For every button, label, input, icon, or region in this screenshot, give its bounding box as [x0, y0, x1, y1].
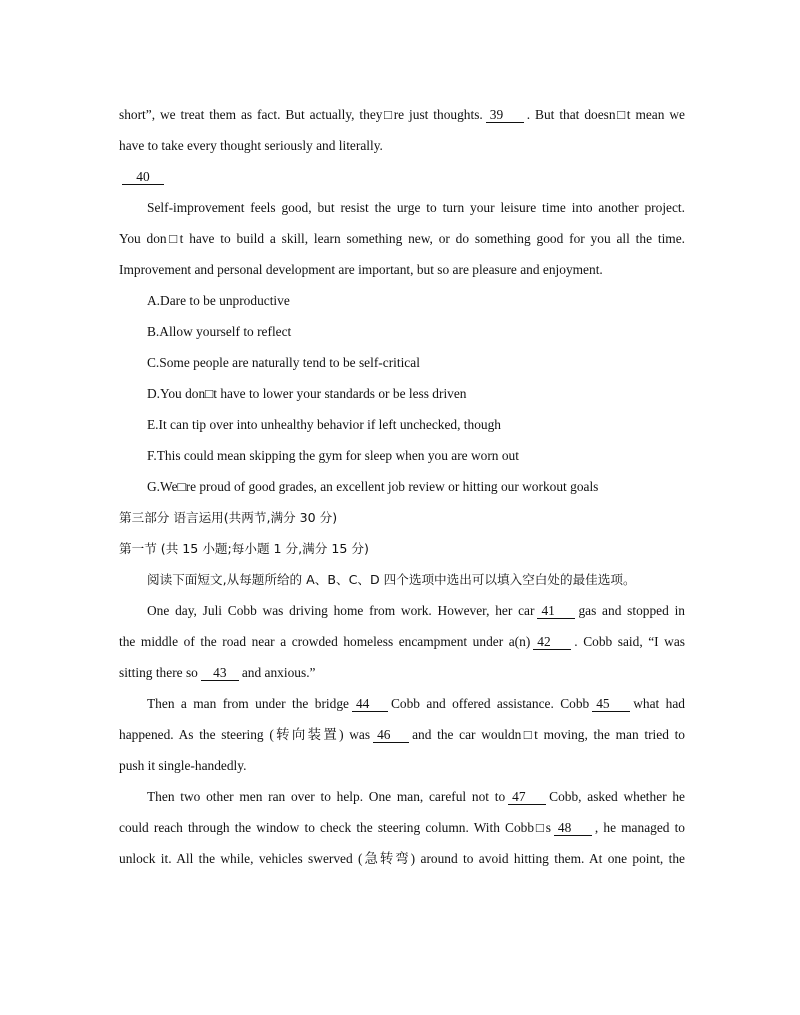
cloze-line-5: happened. As the steering (转向装置) was 46 and the car wouldn□t moving, the man tried to [119, 727, 685, 742]
blank-48: 48 [554, 820, 592, 836]
cloze-line-1: One day, Juli Cobb was driving home from work. However, her car 41 gas and stopped in [147, 603, 685, 618]
section-title: 第三部分 语言运用(共两节,满分 30 分) [119, 510, 338, 525]
option-f: F.This could mean skipping the gym for sleep when you are worn out [147, 448, 519, 463]
blank-46: 46 [373, 727, 409, 743]
section-instruction: 阅读下面短文,从每题所给的 A、B、C、D 四个选项中选出可以填入空白处的最佳选项。 [147, 572, 636, 587]
blank-43: 43 [201, 665, 239, 681]
passage-line-3 [119, 168, 685, 186]
option-g: G.We□re proud of good grades, an excellent job review or hitting our workout goals [147, 479, 599, 494]
cloze-line-4: Then a man from under the bridge 44 Cobb and offered assistance. Cobb 45 what had [147, 696, 685, 711]
option-d: D.You don□t have to lower your standards or be less driven [147, 386, 467, 401]
option-a: A.Dare to be unproductive [147, 293, 290, 308]
cloze-line-7: Then two other men ran over to help. One man, careful not to 47 Cobb, asked whether he [147, 789, 685, 804]
blank-47: 47 [508, 789, 546, 805]
passage-line-2: have to take every thought seriously and literally. [119, 138, 383, 153]
option-e: E.It can tip over into unhealthy behavior if left unchecked, though [147, 417, 501, 432]
cloze-line-3: sitting there so 43 and anxious.” [119, 665, 316, 680]
section-subtitle: 第一节 (共 15 小题;每小题 1 分,满分 15 分) [119, 541, 369, 556]
blank-42: 42 [533, 634, 571, 650]
passage-paragraph-line-1: Self-improvement feels good, but resist the urge to turn your leisure time into another project. [147, 200, 685, 215]
passage-paragraph-line-3: Improvement and personal development are important, but so are pleasure and enjoyment. [119, 262, 603, 277]
option-c: C.Some people are naturally tend to be self-critical [147, 355, 420, 370]
blank-44: 44 [352, 696, 388, 712]
passage-line-1: short”, we treat them as fact. But actually, they□re just thoughts. 39 . But that doesn□t mean we [119, 107, 685, 122]
blank-40: 40 [122, 169, 164, 185]
blank-41: 41 [537, 603, 575, 619]
cloze-line-2: the middle of the road near a crowded homeless encampment under a(n) 42 . Cobb said, “I was [119, 634, 686, 649]
cloze-line-8: could reach through the window to check the steering column. With Cobb□s 48 , he managed to [119, 820, 686, 835]
option-b: B.Allow yourself to reflect [147, 324, 292, 339]
blank-45: 45 [592, 696, 630, 712]
passage-paragraph-line-2: You don□t have to build a skill, learn something new, or do something good for you all the time. [119, 231, 685, 246]
cloze-line-9: unlock it. All the while, vehicles swerved (急转弯) around to avoid hitting them. At one point, the [119, 851, 685, 866]
blank-39: 39 [486, 107, 524, 123]
cloze-line-6: push it single-handedly. [119, 758, 247, 773]
